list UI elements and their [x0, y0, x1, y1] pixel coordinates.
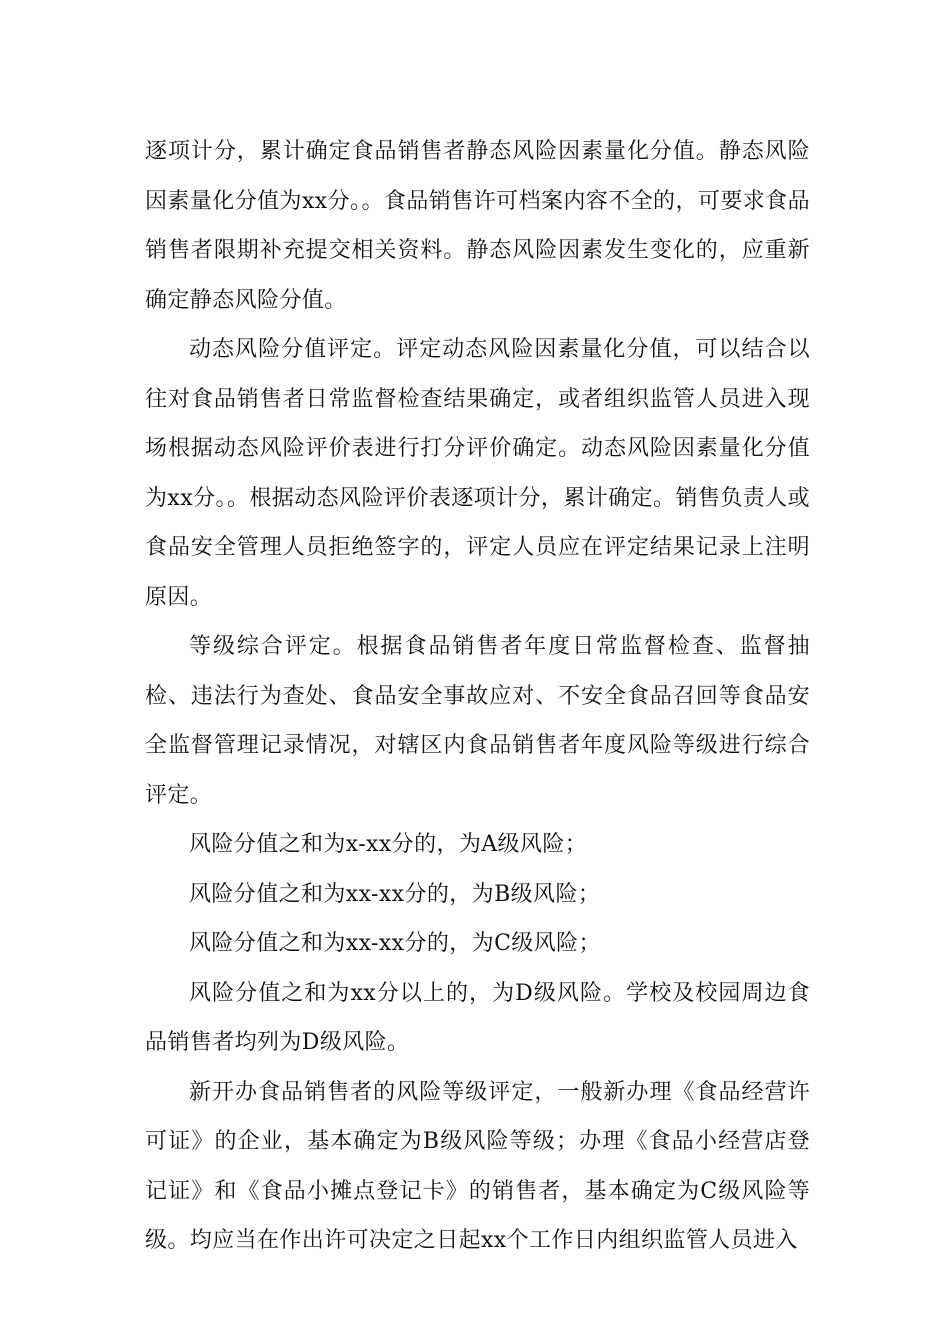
document-body — [145, 127, 810, 1266]
paragraph-dynamic-risk: 动态风险分值评定。评定动态风险因素量化分值，可以结合以往对食品销售者日常监督检查结果确定，或者组织监管人员进入现场根据动态风险评价表进行打分评价确定。动态风险因素量化分值为xx分。。根据动态风险评价表逐项计分，累计确定。销售负责人或食品安全管理人员拒绝签字的，评定人员应在评定结果记录上注明原因。 — [145, 337, 810, 610]
paragraph-grade-a: 风险分值之和为x-xx分的，为A级风险； — [189, 832, 588, 857]
paragraph-grade-b: 风险分值之和为xx-xx分的，为B级风险； — [189, 881, 601, 907]
paragraph-grade-c: 风险分值之和为xx-xx分的，为C级风险； — [189, 931, 601, 956]
paragraph-grade-d: 风险分值之和为xx分以上的，为D级风险。学校及校园周边食品销售者均列为D级风险。 — [145, 980, 810, 1055]
paragraph-static-risk: 逐项计分，累计确定食品销售者静态风险因素量化分值。静态风险因素量化分值为xx分。。食品销售许可档案内容不全的，可要求食品销售者限期补充提交相关资料。静态风险因素发生变化的，应重新确定静态风险分值。 — [145, 139, 810, 313]
paragraph-comprehensive-rating: 等级综合评定。根据食品销售者年度日常监督检查、监督抽检、违法行为查处、食品安全事故应对、不安全食品召回等食品安全监督管理记录情况，对辖区内食品销售者年度风险等级进行综合评定。 — [145, 634, 810, 808]
paragraph-new-sellers: 新开办食品销售者的风险等级评定，一般新办理《食品经营许可证》的企业，基本确定为B级风险等级；办理《食品小经营店登记证》和《食品小摊点登记卡》的销售者，基本确定为C级风险等级。均应当在作出许可决定之日起xx个工作日内组织监管人员进入 — [145, 1079, 810, 1253]
